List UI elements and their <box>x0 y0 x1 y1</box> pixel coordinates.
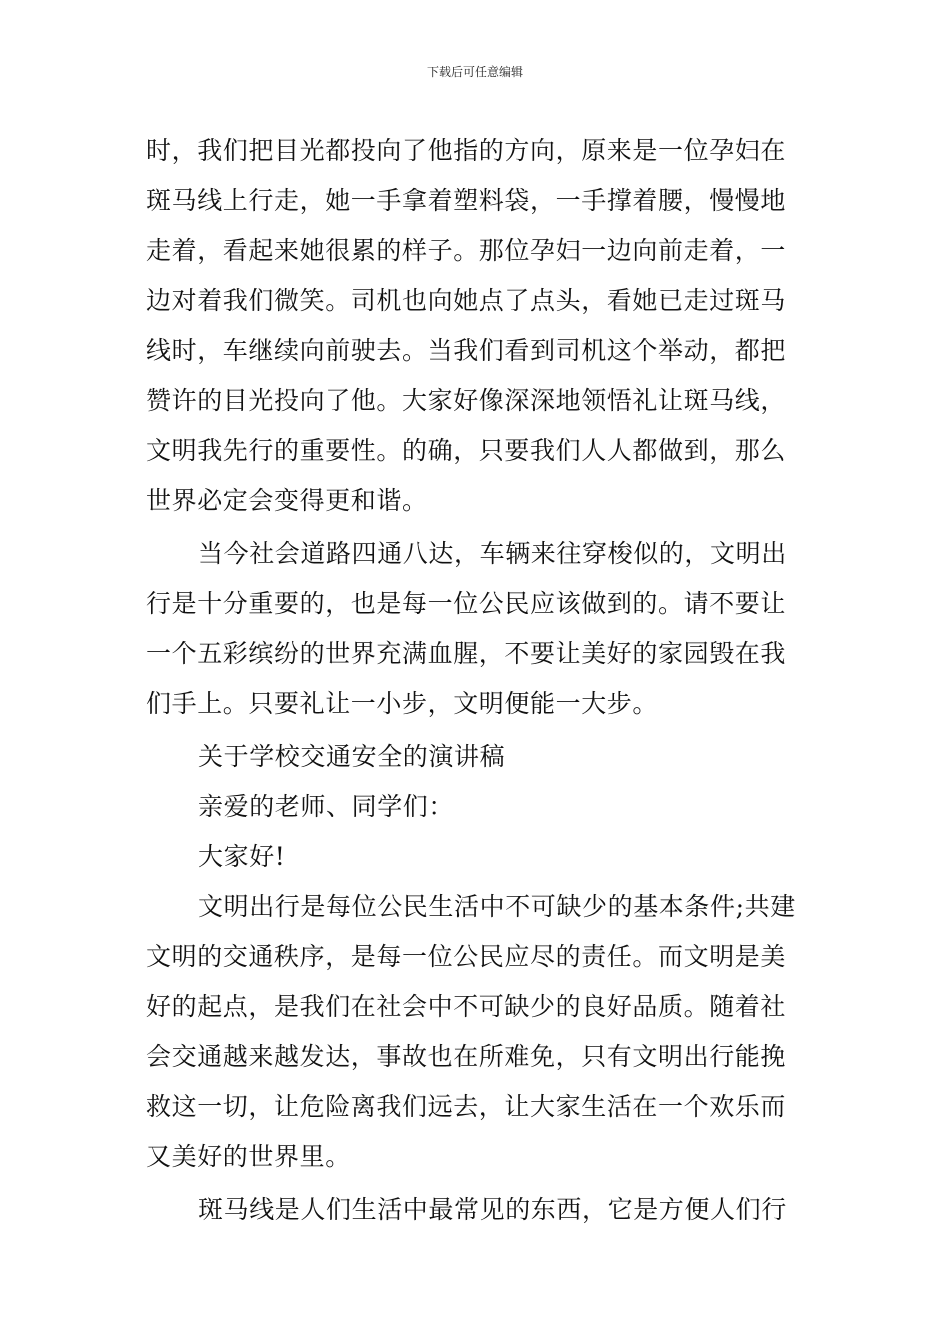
paragraph-4 <box>146 1185 806 1235</box>
text-line: 一个五彩缤纷的世界充满血腥，不要让美好的家园毁在我 <box>146 639 787 668</box>
text-line: 赞许的目光投向了他。大家好像深深地领悟礼让斑马线， <box>146 386 787 415</box>
paragraph-2 <box>146 529 806 729</box>
text-line: 当今社会道路四通八达，车辆来往穿梭似的，文明出 <box>198 539 787 568</box>
greeting <box>146 832 806 882</box>
salutation <box>146 782 806 832</box>
text-line: 好的起点，是我们在社会中不可缺少的良好品质。随着社 <box>146 992 787 1021</box>
text-line: 关于学校交通安全的演讲稿 <box>198 742 506 771</box>
paragraph-1 <box>146 126 806 526</box>
speech-title <box>146 732 806 782</box>
text-line: 走着，看起来她很累的样子。那位孕妇一边向前走着，一 <box>146 236 787 265</box>
text-line: 又美好的世界里。 <box>146 1142 351 1171</box>
text-line: 亲爱的老师、同学们： <box>198 792 455 821</box>
text-line: 救这一切，让危险离我们远去，让大家生活在一个欢乐而 <box>146 1092 787 1121</box>
text-line: 行是十分重要的，也是每一位公民应该做到的。请不要让 <box>146 589 787 618</box>
text-line: 线时，车继续向前驶去。当我们看到司机这个举动，都把 <box>146 336 787 365</box>
text-line: 世界必定会变得更和谐。 <box>146 486 428 515</box>
text-line: 文明出行是每位公民生活中不可缺少的基本条件;共建 <box>198 892 796 921</box>
text-line: 文明的交通秩序，是每一位公民应尽的责任。而文明是美 <box>146 942 787 971</box>
text-line: 们手上。只要礼让一小步，文明便能一大步。 <box>146 689 659 718</box>
text-line: 斑马线是人们生活中最常见的东西，它是方便人们行 <box>198 1195 787 1224</box>
text-line: 文明我先行的重要性。的确，只要我们人人都做到，那么 <box>146 436 787 465</box>
text-line: 边对着我们微笑。司机也向她点了点头，看她已走过斑马 <box>146 286 787 315</box>
text-line: 斑马线上行走，她一手拿着塑料袋，一手撑着腰，慢慢地 <box>146 186 787 215</box>
text-line: 时，我们把目光都投向了他指的方向，原来是一位孕妇在 <box>146 136 787 165</box>
page-header-note: 下载后可任意编辑 <box>426 65 523 79</box>
document-body <box>146 126 806 1235</box>
text-line: 大家好! <box>198 842 286 871</box>
paragraph-3 <box>146 882 806 1182</box>
text-line: 会交通越来越发达，事故也在所难免，只有文明出行能挽 <box>146 1042 787 1071</box>
